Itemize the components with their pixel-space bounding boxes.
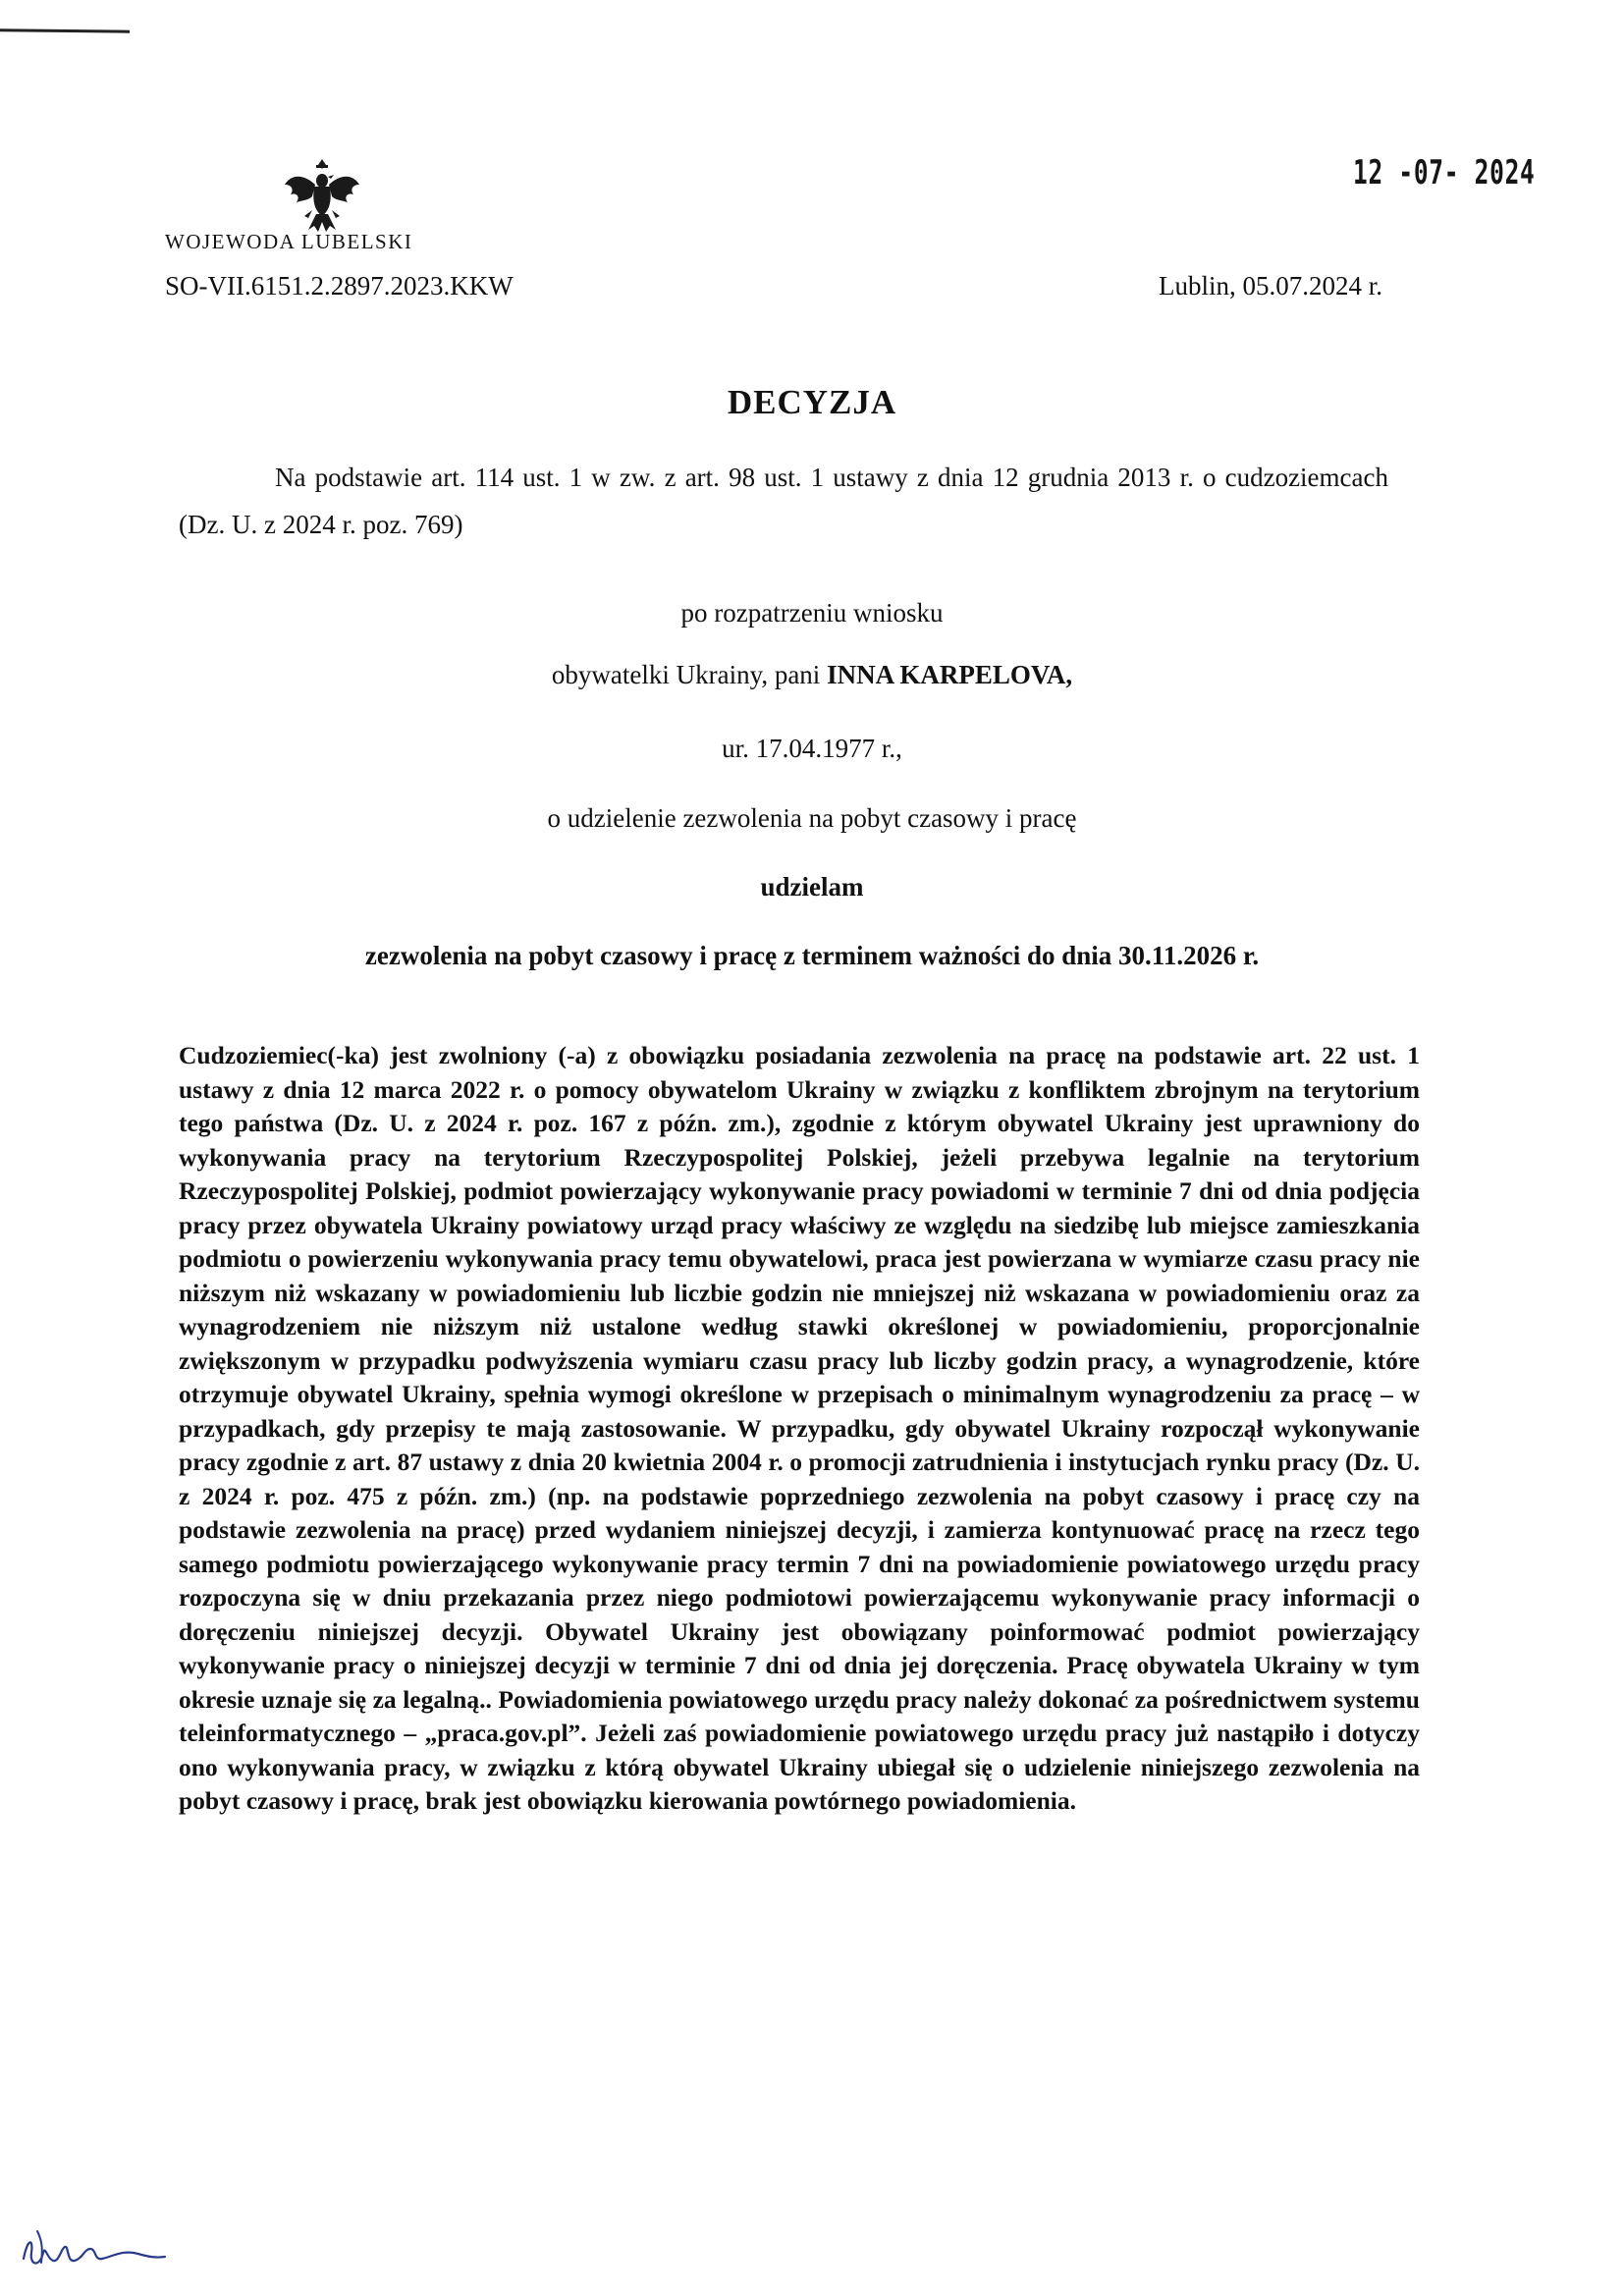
place-and-date: Lublin, 05.07.2024 r. <box>1159 271 1382 301</box>
applicant-prefix: obywatelki Ukrainy, pani <box>551 660 828 689</box>
permit-line: zezwolenia na pobyt czasowy i pracę z terminem ważności do dnia 30.11.2026 r. <box>364 941 1260 970</box>
case-number: SO-VII.6151.2.2897.2023.KKW <box>165 271 514 301</box>
issuing-authority: WOJEWODA LUBELSKI <box>165 230 413 253</box>
birth-date-line: ur. 17.04.1977 r., <box>722 734 902 763</box>
scan-edge-mark <box>0 28 130 32</box>
grant-line: udzielam <box>760 872 864 902</box>
request-line: o udzielenie zezwolenia na pobyt czasowy i pracę <box>547 803 1077 833</box>
applicant-name: INNA KARPELOVA, <box>827 660 1073 689</box>
polish-eagle-emblem-icon <box>283 155 361 236</box>
legal-basis-paragraph: Na podstawie art. 114 ust. 1 w zw. z art. 98 ust. 1 ustawy z dnia 12 grudnia 2013 r. o cudzoziemcach (Dz. U. z 2024 r. poz. 769) <box>179 463 1388 539</box>
applicant-line <box>0 660 1624 690</box>
work-permit-exemption-paragraph: Cudzoziemiec(-ka) jest zwolniony (-a) z obowiązku posiadania zezwolenia na pracę na podstawie art. 22 ust. 1 ustawy z dnia 12 marca 2022 r. o pomocy obywatelom Ukrainy w związku z konfliktem zbrojnym na terytorium tego państwa (Dz. U. z 2024 r. poz. 167 z późn. zm.), zgodnie z którym obywatel Ukrainy jest uprawniony do wykonywania pracy na terytorium Rzeczypospolitej Polskiej, jeżeli przebywa legalnie na terytorium Rzeczypospolitej Polskiej, podmiot powierzający wykonywanie pracy powiadomi w terminie 7 dni od dnia podjęcia pracy przez obywatela Ukrainy powiatowy urząd pracy właściwy ze względu na siedzibę lub miejsce zamieszkania podmiotu o powierzeniu wykonywania pracy temu obywatelowi, praca jest powierzana w wymiarze czasu pracy nie niższym niż wskazany w powiadomieniu lub liczbie godzin nie mniejszej niż wskazana w powiadomieniu oraz za wynagrodzeniem nie niższym niż ustalone według stawki określonej w powiadomieniu, proporcjonalnie zwiększonym w przypadku podwyższenia wymiaru czasu pracy lub liczby godzin pracy, a wynagrodzenie, które otrzymuje obywatel Ukrainy, spełnia wymogi określone w przepisach o minimalnym wynagrodzeniu za pracę – w przypadkach, gdy przepisy te mają zastosowanie. W przypadku, gdy obywatel Ukrainy rozpoczął wykonywanie pracy zgodnie z art. 87 ustawy z dnia 20 kwietnia 2004 r. o promocji zatrudnienia i instytucjach rynku pracy (Dz. U. z 2024 r. poz. 475 z późn. zm.) (np. na podstawie poprzedniego zezwolenia na pobyt czasowy i pracę czy na podstawie zezwolenia na pracę) przed wydaniem niniejszej decyzji, i zamierza kontynuować pracę na rzecz tego samego podmiotu powierzającego wykonywanie pracy termin 7 dni na powiadomienie powiatowego urzędu pracy rozpoczyna się w dniu przekazania przez niego podmiotowi powierzającemu wykonywanie pracy informacji o doręczeniu niniejszej decyzji. Obywatel Ukrainy jest obowiązany poinformować podmiot powierzający wykonywanie pracy o niniejszej decyzji w terminie 7 dni od dnia jej doręczenia. Pracę obywatela Ukrainy w tym okresie uznaje się za legalną.. Powiadomienia powiatowego urzędu pracy należy dokonać za pośrednictwem systemu teleinformatycznego – „praca.gov.pl”. Jeżeli zaś powiadomienie powiatowego urzędu pracy już nastąpiło i dotyczy ono wykonywania pracy, w związku z którą obywatel Ukrainy ubiegał się o udzielenie niniejszego zezwolenia na pobyt czasowy i pracę, brak jest obowiązku kierowania powtórnego powiadomienia. <box>179 1041 1420 1815</box>
document-title: DECYZJA <box>727 383 897 421</box>
after-review-line: po rozpatrzeniu wniosku <box>680 598 944 628</box>
handwritten-initials-signature <box>18 2219 175 2278</box>
received-date-stamp: 12 -07- 2024 <box>1353 153 1536 192</box>
